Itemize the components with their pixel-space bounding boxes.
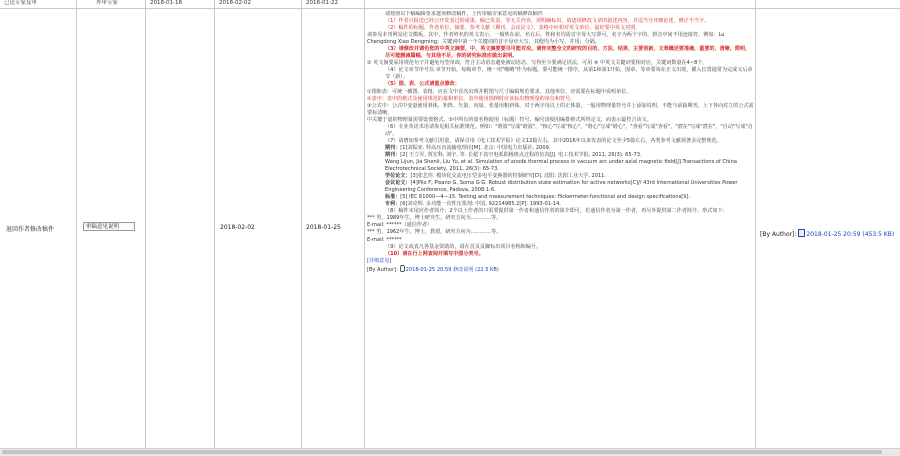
date-sent: 2018-02-02 [220,224,255,231]
status-label: 退回作者修改稿件 [6,226,55,233]
ref-2-english: Wang Lijun, Jia Shenli, Liu Yu, et al. Simulation of anode thermal process in vacuum arc under axial magnetic field[J].Transactions of China Electrotechnical Society, 2011, 26(3): 65-73. [385,158,737,173]
prev-date-sent: 2018-01-18 [150,0,182,6]
review-comment-label: 审稿意见说明 [86,224,120,230]
ref-1: [1]刘振亚. 特高压直流输电理论[M]. 北京: 中国电力出版社, 2009. [400,144,551,151]
detail-link[interactable]: [详细意见] [367,257,392,264]
item-9: （9）论文或真凡各基金资助的，请在首页页脚标出项目名称和编号。 [385,243,542,250]
ref-3: [3]张艺佳. 模块化交流电压型多电平变换器的控制研究[D]. 沈阳: 沈阳工业大学, 2011. [410,173,607,180]
bio-1-email: E-mail: ******（通信作者） [367,222,433,229]
revision-file-link[interactable]: 2018-01-25 20:59 修改说明 (22.5 KB) [405,266,499,273]
bio-1: *** 男，1989年生，博士研究生，研究方向为…………等。 [367,215,502,222]
item-5b: ②表中：表中的格式及使用规范的量和单位。表中使用图例时应该标出物理量的单位和符号。 [367,95,576,102]
ref-4: [4]Pilo F, Pisano G, Soma G G. Robust distribution state estimation for active networks[C]// 43rd International Universities Power Engineering Conference, Padova, 2008:1-6. [385,180,738,194]
item-2-detail: 请参见本刊网站论文模板。其中，作者姓名的英文表示，一般姓在前、名在后，姓和名均需首字母大写即可，名字为两个字的，拼音中间不用连接符。例如：Lu Chengdong Xiao Dengming；关键词中第一个关键词的首字母应大写，其他均为小写，并用；分隔。 [367,32,725,46]
ref-label: 标准： [385,194,401,201]
ref-label: 期刊： [385,151,401,158]
column-date-sent [146,0,215,448]
bio-2-email: E-mail: ****** [367,236,402,243]
bio-2: *** 男，1962年生，博士，教授，研究方向为…………等。 [367,229,502,236]
prev-status: 已送专家复审 [4,0,38,6]
item-1: （1）作者只报送已经公开发表过的成果，稿已发表，等无关内容，需明确标出。请逐项修改文章的叙述内容，并适当分详细论述，修正不当字。 [385,18,710,25]
item-5a: ①图和表：可统一插图、表格，应在文中首次出现并附图与尺寸编辑规范要求，其他单位，应需要在标题中说明单位。 [367,88,632,95]
document-icon [798,229,805,237]
item-5d: 中关键于量的物理量需要设置格式，⑤中所有的量名称使用（标题）符号、编号请使用编排格式所得定文，而表示最符合该文。 [367,116,652,123]
prev-date-due: 2018-02-02 [219,0,251,6]
item-7: （7）请增加参考文献引用量，请保引用《电工技术学报》论文12篇左右。其中2016年以来发表的论文至少5篇左右，各类参考文献须著录完整规范。 [385,137,722,144]
scrollbar-thumb[interactable] [2,450,882,454]
ref-2: [2] 王立军, 贾宏科, 刘宇, 等. 长超下真空电弧阳极斑点过程的仿真[J]. 电工技术学报, 2011, 26(3): 65-73. [400,151,642,158]
column-files [756,0,900,448]
item-3-detail: ② 英文摘要采用规范句子并避免句型单调，符合主动语态避免被动语态，写得至少要满足语法，可用 ④ 中英文关键词要相对应，关键词数量在4~8个。 [367,60,708,67]
ref-6: [6]刘克辉. 多功能一次性压浆剂: 中国, 92214985.2[P]. 1993-01-14. [400,201,561,208]
paperclip-icon [400,265,405,272]
item-10: （10）请在行上网查阅并填写中图分类号。 [385,250,484,257]
item-2: （2）稿件的标题、作者单位、摘要、参考文献（期刊、会议论文）、表格中应相对英文单位，最好要中英文对照。 [385,25,641,32]
prev-date-done: 2018-01-22 [306,0,338,6]
bottom-author-label: [By Author]: [367,266,398,273]
item-4: （4）论文章节序号以 章节开始，每级章节，统一用"缩略"作为标题，要可能统一排序，从第1和第1开始，围章、等章要每在正文出现，插入位置通常为完成文后章节（新）。 [385,67,753,81]
ref-label: 会议论文： [385,180,411,187]
ref-label: 期刊： [385,144,401,151]
item-8: （8）稿件末尾应作者简介：2个以上作者的只需要提供第一作者和通信作者的简介即可，若通信作者为第一作者，再另外提供第二作者简介。形式如下： [385,208,728,215]
intro-text: 请按照以下稿编辑要求逐项修改稿件，上传审稿专家意见的稿修改稿件 [385,11,543,17]
ref-label: 学位论文： [385,173,411,180]
item-6: （6）专业英语术语请参见相关标准规范。例如："谐波"写成"谐波"，"核心"写成"核心"，"谐心"写成"谐心"，"查看"写成"查看"，"潜在"写成"潜在"，"自动"写成"自动"。 [385,123,753,137]
review-comment-button[interactable] [83,222,135,231]
author-label: [By Author]: [760,231,797,238]
ref-label: 专利： [385,201,401,208]
item-5c: ③公式中：公式中变量使用斜体，矩阵、矢量、向量、张量用粗斜体。对于两字母以上的正体量，一般用物理量符号并上添加说明，不能与前篇期刊，上下各向对立的公式需要标清晰。 [367,102,754,116]
author-file-row [760,229,894,238]
review-comment-text [367,11,754,444]
date-done: 2018-01-25 [306,224,341,231]
item-3: （3）请修改并调色您的中英文摘要，中、英文摘要要尽可能对应。请你完整全文的研究的目的、方法、结果、主要创新，文章概述要准确，重要的、清晰，简明，尽可能删减篇幅、与其他不足，你的研究标准应做出说明。 [385,46,751,60]
prev-reviewer: 外审专家 [96,0,119,6]
ref-5: [5] IEC 61000—4—15. Testing and measurement techniques: flickermeter-functional and design specifications[S]. [400,194,691,201]
author-file-link[interactable]: 2018-01-25 20:59 (453.5 KB) [806,231,895,238]
item-5-heading: （5）图、表、公式请重点修改： [385,81,460,88]
